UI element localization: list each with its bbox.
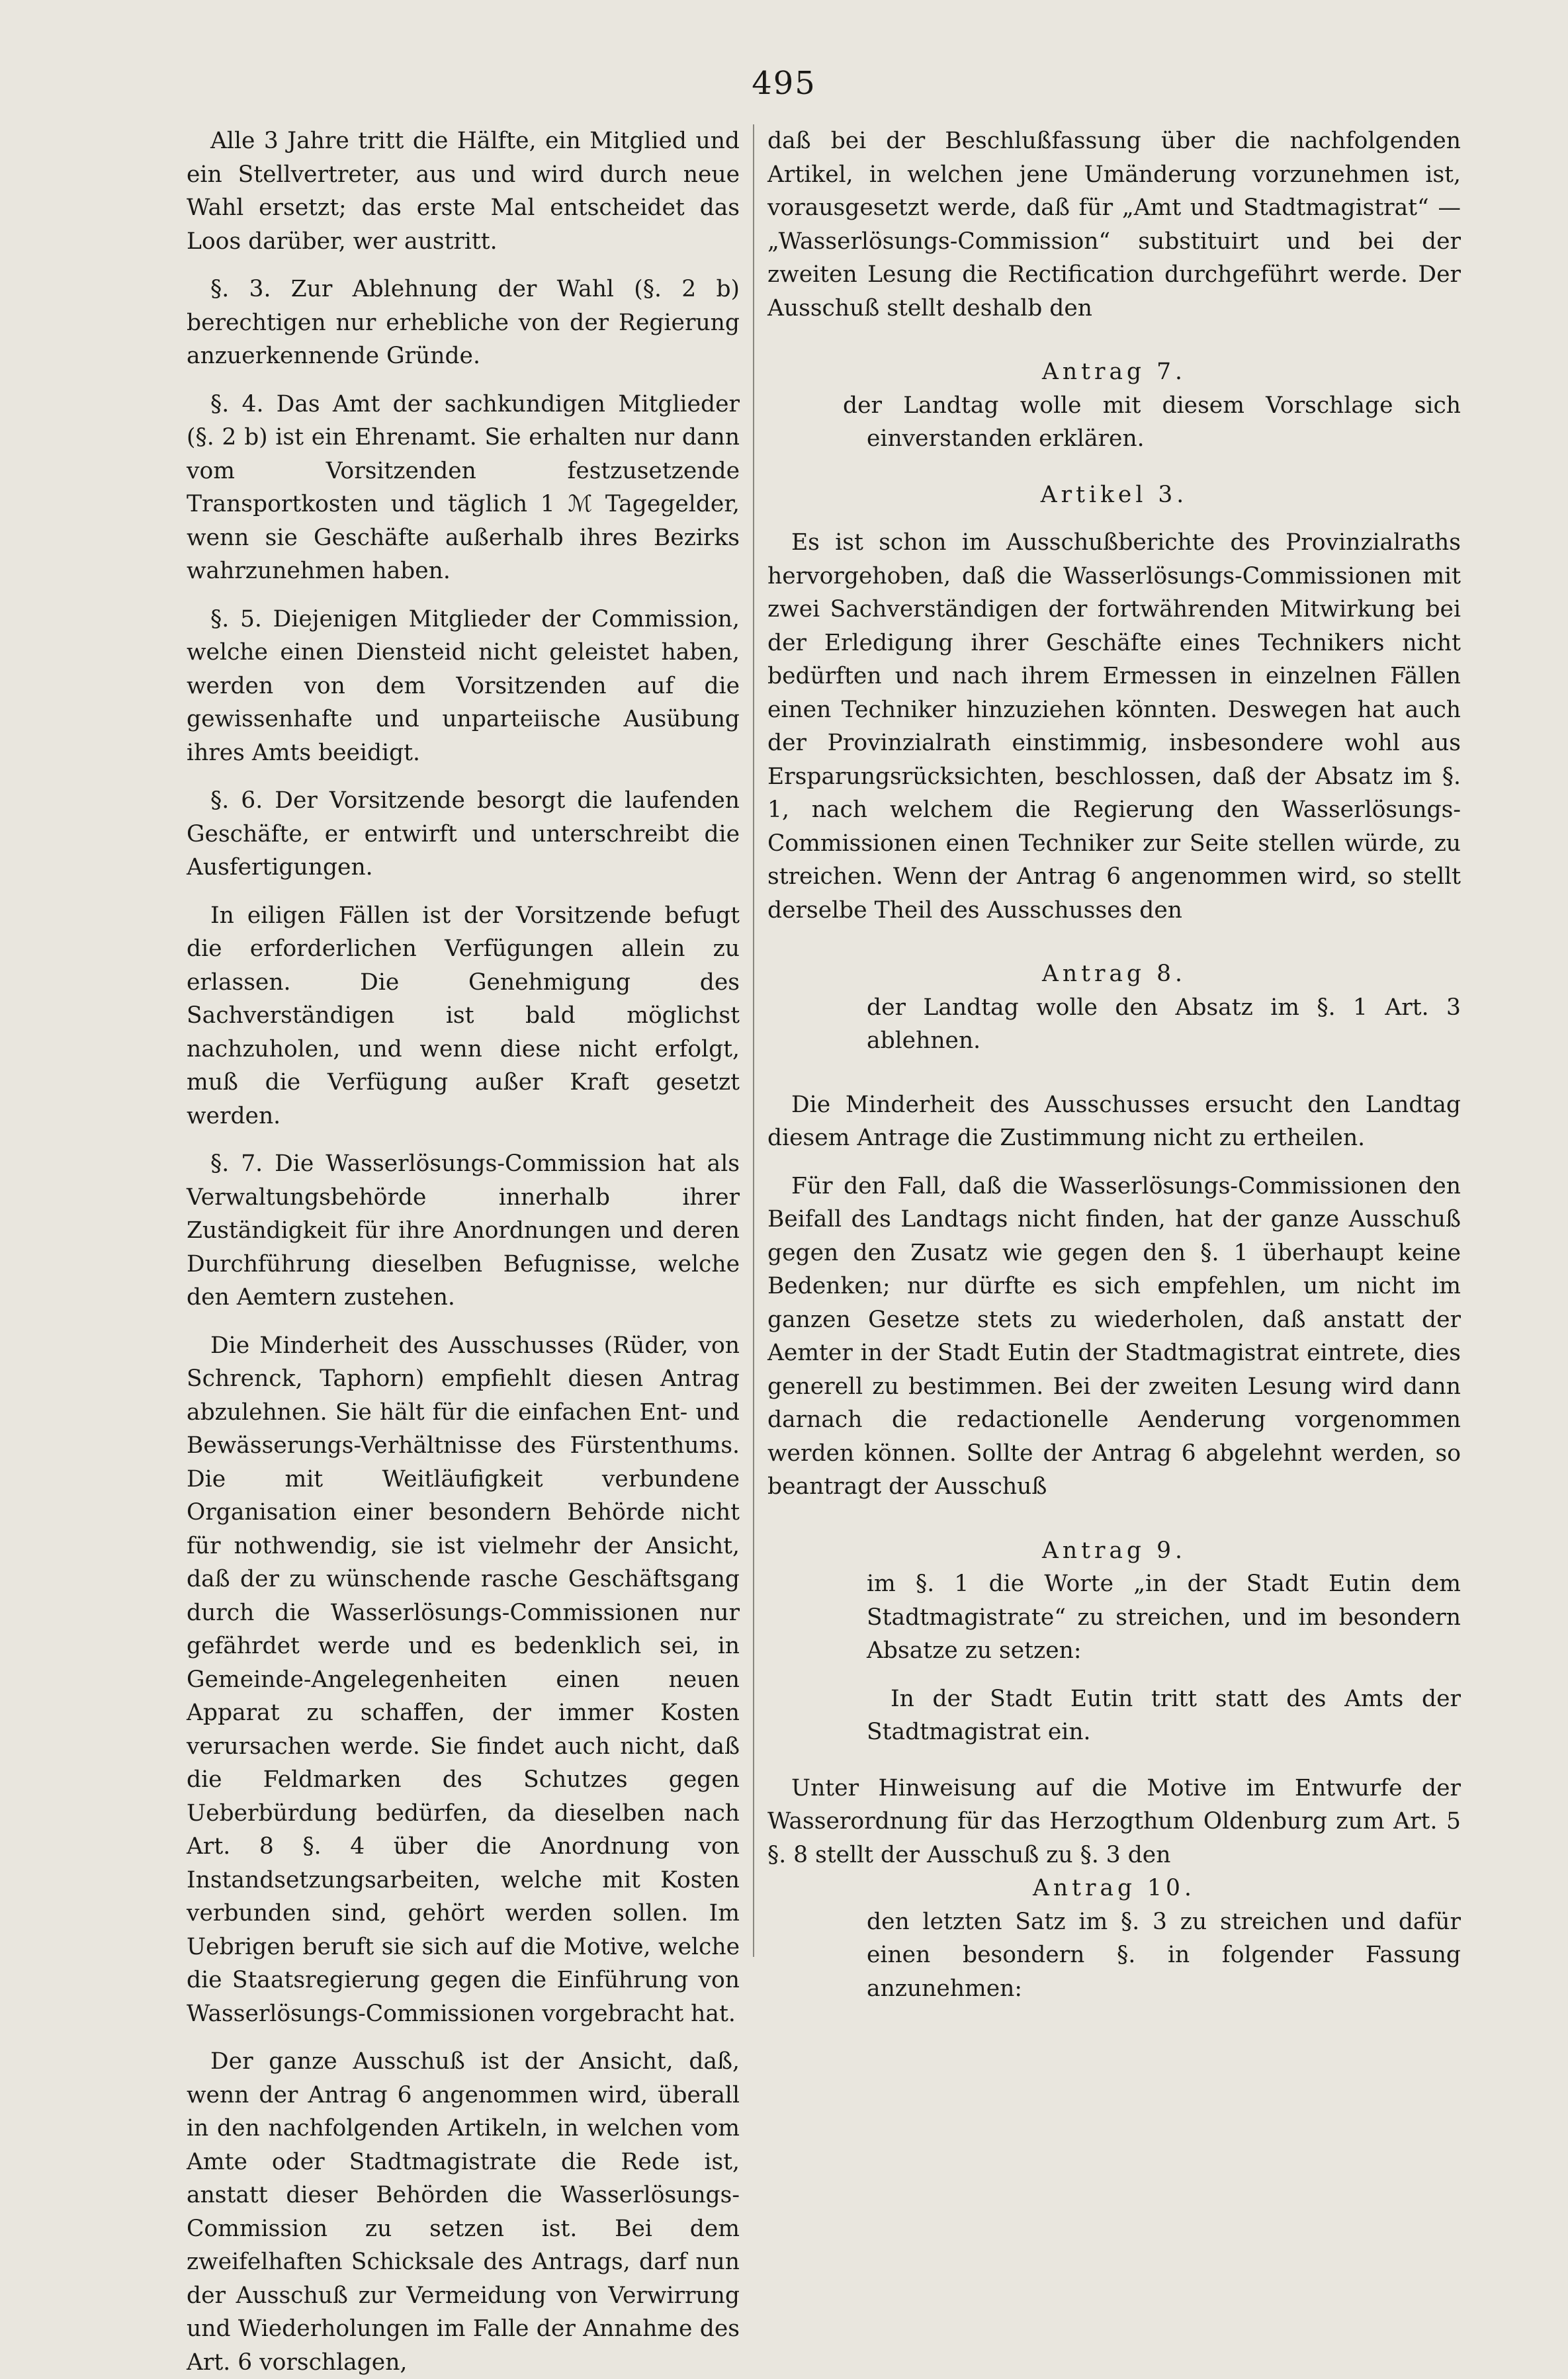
antrag-7-text: der Landtag wolle mit diesem Vorschlage sich einverstanden erklären. bbox=[843, 392, 1461, 452]
heading-antrag-10: Antrag 10. bbox=[1033, 1875, 1196, 1901]
paragraph: Für den Fall, daß die Wasserlösungs-Commissionen den Beifall des Landtags nicht finden, hat der ganze Ausschuß gegen den Zusatz wie gegen den §. 1 überhaupt keine Bedenken; nur dürfte es sich empfehlen, um nicht im ganzen Gesetze stets zu wiederholen, daß anstatt der Aemter in der Stadt Eutin der Stadtmagistrat eintrete, dies generell zu bestimmen. Bei der zweiten Lesung wird dann darnach die redactionelle Aenderung vorgenommen werden können. Sollte der Antrag 6 abgelehnt werden, so beantragt der Ausschuß bbox=[767, 1172, 1461, 1500]
heading-artikel-3: Artikel 3. bbox=[1040, 481, 1188, 508]
antrag-9-quote: In der Stadt Eutin tritt statt des Amts der Stadtmagistrat ein. bbox=[867, 1685, 1461, 1745]
paragraph-section-7: §. 7. Die Wasserlösungs-Commission hat als Verwaltungsbehörde innerhalb ihrer Zuständigkeit für ihre Anordnungen und deren Durchführung dieselben Befugnisse, welche den Aemtern zustehen. bbox=[187, 1150, 740, 1311]
heading-antrag-7: Antrag 7. bbox=[1041, 359, 1187, 385]
antrag-9-text: im §. 1 die Worte „in der Stadt Eutin dem Stadtmagistrate“ zu streichen, und im besondern Absatze zu setzen: bbox=[867, 1571, 1461, 1664]
heading-antrag-8: Antrag 8. bbox=[1041, 961, 1187, 987]
paragraph: Alle 3 Jahre tritt die Hälfte, ein Mitglied und ein Stellvertreter, aus und wird durch neue Wahl ersetzt; das erste Mal entscheidet das Loos darüber, wer austritt. bbox=[187, 128, 740, 255]
antrag-10-text: den letzten Satz im §. 3 zu streichen und dafür einen besondern §. in folgender Fassung anzunehmen: bbox=[867, 1908, 1461, 2002]
paragraph-committee-view: Der ganze Ausschuß ist der Ansicht, daß, wenn der Antrag 6 angenommen wird, überall in den nachfolgenden Artikeln, in welchen vom Amte oder Stadtmagistrate die Rede ist, anstatt dieser Behörden die Wasserlösungs-Commission zu setzen ist. Bei dem zweifelhaften Schicksale des Antrags, darf nun der Ausschuß zur Vermeidung von Verwirrung und Wiederholungen im Falle der Annahme des Art. 6 vorschlagen, bbox=[187, 2048, 740, 2376]
heading-antrag-9: Antrag 9. bbox=[1041, 1537, 1187, 1564]
right-column bbox=[767, 124, 1461, 2005]
paragraph-section-5: §. 5. Diejenigen Mitglieder der Commission, welche einen Diensteid nicht geleistet haben, werden von dem Vorsitzenden auf die gewissenhafte und unparteiische Ausübung ihres Amts beeidigt. bbox=[187, 605, 740, 766]
paragraph: Unter Hinweisung auf die Motive im Entwurfe der Wasserordnung für das Herzogthum Oldenburg zum Art. 5 §. 8 stellt der Ausschuß zu §. 3 den bbox=[767, 1774, 1461, 1868]
column-divider bbox=[753, 124, 754, 1957]
paragraph: In eiligen Fällen ist der Vorsitzende befugt die erforderlichen Verfügungen allein zu erlassen. Die Genehmigung des Sachverständigen ist bald möglichst nachzuholen, und wenn diese nicht erfolgt, muß die Verfügung außer Kraft gesetzt werden. bbox=[187, 902, 740, 1129]
page-number: 495 bbox=[752, 65, 816, 102]
antrag-8-text: der Landtag wolle den Absatz im §. 1 Art. 3 ablehnen. bbox=[867, 994, 1461, 1054]
paragraph: Die Minderheit des Ausschusses ersucht den Landtag diesem Antrage die Zustimmung nicht zu ertheilen. bbox=[767, 1091, 1461, 1151]
paragraph: Es ist schon im Ausschußberichte des Provinzialraths hervorgehoben, daß die Wasserlösungs-Commissionen mit zwei Sachverständigen der fortwährenden Mitwirkung bei der Erledigung ihrer Geschäfte eines Technikers nicht bedürften und nach ihrem Ermessen in einzelnen Fällen einen Techniker hinzuziehen könnten. Deswegen hat auch der Provinzialrath einstimmig, insbesondere wohl aus Ersparungsrücksichten, beschlossen, daß der Absatz im §. 1, nach welchem die Regierung den Wasserlösungs-Commissionen einen Techniker zur Seite stellen würde, zu streichen. Wenn der Antrag 6 angenommen wird, so stellt derselbe Theil des Ausschusses den bbox=[767, 529, 1461, 924]
paragraph-minority-opinion: Die Minderheit des Ausschusses (Rüder, von Schrenck, Taphorn) empfiehlt diesen Antrag abzulehnen. Sie hält für die einfachen Ent- und Bewässerungs-Verhältnisse des Fürstenthums. Die mit Weitläufigkeit verbundene Organisation einer besondern Behörde nicht für nothwendig, sie ist vielmehr der Ansicht, daß der zu wünschende rasche Geschäftsgang durch die Wasserlösungs-Commissionen nur gefährdet werde und es bedenklich sei, in Gemeinde-Angelegenheiten einen neuen Apparat zu schaffen, der immer Kosten verursachen werde. Sie findet auch nicht, daß die Feldmarken des Schutzes gegen Ueberbürdung bedürfen, da dieselben nach Art. 8 §. 4 über die Anordnung von Instandsetzungsarbeiten, welche mit Kosten verbunden sind, gehört werden sollen. Im Uebrigen beruft sie sich auf die Motive, welche die Staatsregierung gegen die Einführung von Wasserlösungs-Commissionen vorgebracht hat. bbox=[187, 1332, 740, 2027]
paragraph-section-4: §. 4. Das Amt der sachkundigen Mitglieder (§. 2 b) ist ein Ehrenamt. Sie erhalten nur dann vom Vorsitzenden festzusetzende Transportkosten und täglich 1 ℳ Tagegelder, wenn sie Geschäfte außerhalb ihres Bezirks wahrzunehmen haben. bbox=[187, 390, 740, 584]
paragraph-section-6: §. 6. Der Vorsitzende besorgt die laufenden Geschäfte, er entwirft und unterschreibt die Ausfertigungen. bbox=[187, 787, 740, 881]
paragraph: daß bei der Beschlußfassung über die nachfolgenden Artikel, in welchen jene Umänderung vorzunehmen ist, vorausgesetzt werde, daß für „Amt und Stadtmagistrat“ — „Wasserlösungs-Commission“ substituirt und bei der zweiten Lesung die Rectification durchgeführt werde. Der Ausschuß stellt deshalb den bbox=[767, 128, 1461, 322]
paragraph-section-3: §. 3. Zur Ablehnung der Wahl (§. 2 b) berechtigen nur erhebliche von der Regierung anzuerkennende Gründe. bbox=[187, 276, 740, 369]
left-column bbox=[187, 124, 740, 2379]
